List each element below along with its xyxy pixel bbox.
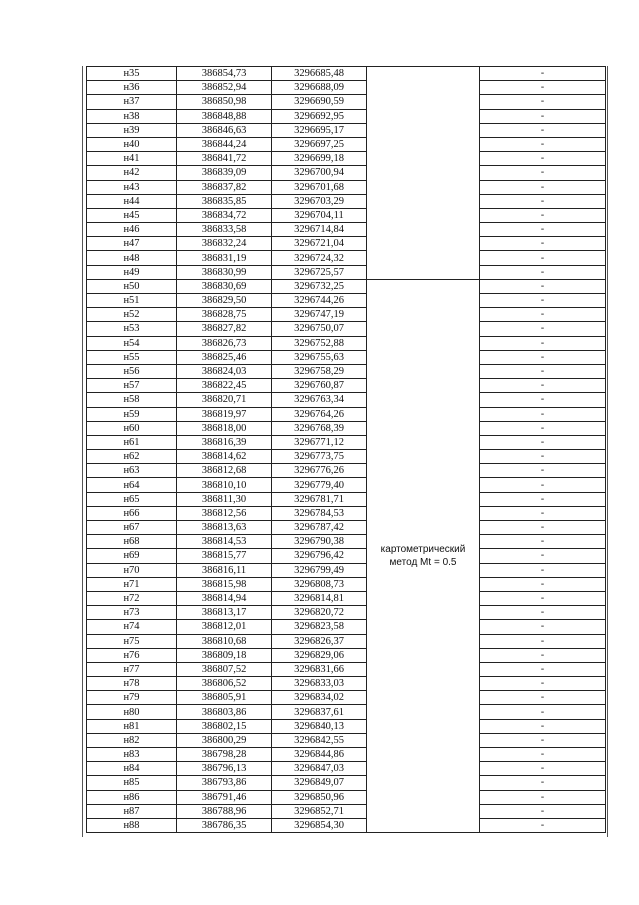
table-row — [87, 521, 606, 535]
x-coordinate-cell: 386844,24 — [177, 137, 272, 151]
x-coordinate-cell: 386828,75 — [177, 308, 272, 322]
y-coordinate-cell: 3296823,58 — [272, 620, 367, 634]
y-coordinate-cell: 3296725,57 — [272, 265, 367, 279]
x-coordinate-cell: 386824,03 — [177, 364, 272, 378]
table-row — [87, 577, 606, 591]
point-name-cell: н51 — [87, 294, 177, 308]
point-name-cell: н86 — [87, 790, 177, 804]
x-coordinate-cell: 386816,11 — [177, 563, 272, 577]
coordinates-table-container — [86, 66, 605, 833]
table-row — [87, 662, 606, 676]
point-name-cell: н64 — [87, 478, 177, 492]
x-coordinate-cell: 386815,77 — [177, 549, 272, 563]
y-coordinate-cell: 3296744,26 — [272, 294, 367, 308]
table-row — [87, 322, 606, 336]
table-row — [87, 762, 606, 776]
point-name-cell: н39 — [87, 123, 177, 137]
y-coordinate-cell: 3296852,71 — [272, 804, 367, 818]
y-coordinate-cell: 3296703,29 — [272, 194, 367, 208]
accuracy-cell: - — [480, 308, 606, 322]
x-coordinate-cell: 386800,29 — [177, 733, 272, 747]
point-name-cell: н68 — [87, 535, 177, 549]
y-coordinate-cell: 3296760,87 — [272, 379, 367, 393]
accuracy-cell: - — [480, 294, 606, 308]
point-name-cell: н81 — [87, 719, 177, 733]
point-name-cell: н82 — [87, 733, 177, 747]
x-coordinate-cell: 386798,28 — [177, 748, 272, 762]
point-name-cell: н36 — [87, 81, 177, 95]
table-row — [87, 208, 606, 222]
table-row — [87, 506, 606, 520]
y-coordinate-cell: 3296752,88 — [272, 336, 367, 350]
x-coordinate-cell: 386839,09 — [177, 166, 272, 180]
accuracy-cell: - — [480, 804, 606, 818]
x-coordinate-cell: 386803,86 — [177, 705, 272, 719]
y-coordinate-cell: 3296840,13 — [272, 719, 367, 733]
x-coordinate-cell: 386852,94 — [177, 81, 272, 95]
y-coordinate-cell: 3296755,63 — [272, 350, 367, 364]
accuracy-cell: - — [480, 81, 606, 95]
x-coordinate-cell: 386818,00 — [177, 421, 272, 435]
x-coordinate-cell: 386791,46 — [177, 790, 272, 804]
accuracy-cell: - — [480, 123, 606, 137]
point-name-cell: н72 — [87, 591, 177, 605]
x-coordinate-cell: 386814,62 — [177, 450, 272, 464]
table-row — [87, 152, 606, 166]
x-coordinate-cell: 386829,50 — [177, 294, 272, 308]
x-coordinate-cell: 386850,98 — [177, 95, 272, 109]
coordinates-table-body — [87, 67, 606, 833]
accuracy-cell: - — [480, 67, 606, 81]
point-name-cell: н83 — [87, 748, 177, 762]
y-coordinate-cell: 3296799,49 — [272, 563, 367, 577]
accuracy-cell: - — [480, 407, 606, 421]
point-name-cell: н74 — [87, 620, 177, 634]
point-name-cell: н35 — [87, 67, 177, 81]
x-coordinate-cell: 386833,58 — [177, 223, 272, 237]
table-row — [87, 67, 606, 81]
point-name-cell: н57 — [87, 379, 177, 393]
accuracy-cell: - — [480, 152, 606, 166]
page-left-rule — [82, 66, 83, 837]
y-coordinate-cell: 3296826,37 — [272, 634, 367, 648]
accuracy-cell: - — [480, 648, 606, 662]
point-name-cell: н77 — [87, 662, 177, 676]
x-coordinate-cell: 386788,96 — [177, 804, 272, 818]
point-name-cell: н56 — [87, 364, 177, 378]
y-coordinate-cell: 3296781,71 — [272, 492, 367, 506]
x-coordinate-cell: 386814,53 — [177, 535, 272, 549]
y-coordinate-cell: 3296699,18 — [272, 152, 367, 166]
x-coordinate-cell: 386854,73 — [177, 67, 272, 81]
y-coordinate-cell: 3296850,96 — [272, 790, 367, 804]
x-coordinate-cell: 386834,72 — [177, 208, 272, 222]
table-row — [87, 450, 606, 464]
table-row — [87, 379, 606, 393]
accuracy-cell: - — [480, 677, 606, 691]
point-name-cell: н65 — [87, 492, 177, 506]
y-coordinate-cell: 3296758,29 — [272, 364, 367, 378]
point-name-cell: н53 — [87, 322, 177, 336]
x-coordinate-cell: 386819,97 — [177, 407, 272, 421]
y-coordinate-cell: 3296732,25 — [272, 279, 367, 293]
table-row — [87, 818, 606, 832]
point-name-cell: н60 — [87, 421, 177, 435]
point-name-cell: н43 — [87, 180, 177, 194]
table-row — [87, 364, 606, 378]
point-name-cell: н84 — [87, 762, 177, 776]
accuracy-cell: - — [480, 549, 606, 563]
point-name-cell: н61 — [87, 435, 177, 449]
table-row — [87, 648, 606, 662]
accuracy-cell: - — [480, 563, 606, 577]
y-coordinate-cell: 3296763,34 — [272, 393, 367, 407]
point-name-cell: н87 — [87, 804, 177, 818]
table-row — [87, 748, 606, 762]
accuracy-cell: - — [480, 336, 606, 350]
table-row — [87, 194, 606, 208]
accuracy-cell: - — [480, 364, 606, 378]
y-coordinate-cell: 3296768,39 — [272, 421, 367, 435]
table-row — [87, 435, 606, 449]
table-row — [87, 478, 606, 492]
x-coordinate-cell: 386816,39 — [177, 435, 272, 449]
accuracy-cell: - — [480, 577, 606, 591]
point-name-cell: н58 — [87, 393, 177, 407]
y-coordinate-cell: 3296854,30 — [272, 818, 367, 832]
point-name-cell: н67 — [87, 521, 177, 535]
accuracy-cell: - — [480, 521, 606, 535]
point-name-cell: н66 — [87, 506, 177, 520]
y-coordinate-cell: 3296690,59 — [272, 95, 367, 109]
table-row — [87, 591, 606, 605]
table-row — [87, 549, 606, 563]
accuracy-cell: - — [480, 719, 606, 733]
point-name-cell: н73 — [87, 606, 177, 620]
accuracy-cell: - — [480, 662, 606, 676]
method-cell: картометрический метод Mt = 0.5 — [367, 279, 480, 832]
x-coordinate-cell: 386810,68 — [177, 634, 272, 648]
point-name-cell: н80 — [87, 705, 177, 719]
point-name-cell: н79 — [87, 691, 177, 705]
table-row — [87, 223, 606, 237]
y-coordinate-cell: 3296721,04 — [272, 237, 367, 251]
y-coordinate-cell: 3296773,75 — [272, 450, 367, 464]
accuracy-cell: - — [480, 279, 606, 293]
x-coordinate-cell: 386830,99 — [177, 265, 272, 279]
accuracy-cell: - — [480, 137, 606, 151]
accuracy-cell: - — [480, 506, 606, 520]
point-name-cell: н46 — [87, 223, 177, 237]
table-row — [87, 733, 606, 747]
accuracy-cell: - — [480, 237, 606, 251]
point-name-cell: н41 — [87, 152, 177, 166]
table-row — [87, 563, 606, 577]
table-row — [87, 265, 606, 279]
point-name-cell: н40 — [87, 137, 177, 151]
x-coordinate-cell: 386832,24 — [177, 237, 272, 251]
x-coordinate-cell: 386831,19 — [177, 251, 272, 265]
accuracy-cell: - — [480, 606, 606, 620]
x-coordinate-cell: 386796,13 — [177, 762, 272, 776]
point-name-cell: н59 — [87, 407, 177, 421]
table-row — [87, 350, 606, 364]
accuracy-cell: - — [480, 691, 606, 705]
point-name-cell: н69 — [87, 549, 177, 563]
x-coordinate-cell: 386815,98 — [177, 577, 272, 591]
point-name-cell: н70 — [87, 563, 177, 577]
x-coordinate-cell: 386812,01 — [177, 620, 272, 634]
table-row — [87, 95, 606, 109]
table-row — [87, 123, 606, 137]
y-coordinate-cell: 3296692,95 — [272, 109, 367, 123]
y-coordinate-cell: 3296701,68 — [272, 180, 367, 194]
x-coordinate-cell: 386805,91 — [177, 691, 272, 705]
table-row — [87, 606, 606, 620]
table-row — [87, 336, 606, 350]
table-row — [87, 294, 606, 308]
x-coordinate-cell: 386822,45 — [177, 379, 272, 393]
point-name-cell: н38 — [87, 109, 177, 123]
accuracy-cell: - — [480, 194, 606, 208]
y-coordinate-cell: 3296834,02 — [272, 691, 367, 705]
table-row — [87, 251, 606, 265]
y-coordinate-cell: 3296844,86 — [272, 748, 367, 762]
y-coordinate-cell: 3296779,40 — [272, 478, 367, 492]
accuracy-cell: - — [480, 379, 606, 393]
accuracy-cell: - — [480, 421, 606, 435]
point-name-cell: н85 — [87, 776, 177, 790]
x-coordinate-cell: 386807,52 — [177, 662, 272, 676]
x-coordinate-cell: 386820,71 — [177, 393, 272, 407]
point-name-cell: н48 — [87, 251, 177, 265]
table-row — [87, 677, 606, 691]
y-coordinate-cell: 3296796,42 — [272, 549, 367, 563]
x-coordinate-cell: 386793,86 — [177, 776, 272, 790]
y-coordinate-cell: 3296688,09 — [272, 81, 367, 95]
accuracy-cell: - — [480, 95, 606, 109]
point-name-cell: н50 — [87, 279, 177, 293]
x-coordinate-cell: 386813,17 — [177, 606, 272, 620]
accuracy-cell: - — [480, 705, 606, 719]
y-coordinate-cell: 3296831,66 — [272, 662, 367, 676]
point-name-cell: н37 — [87, 95, 177, 109]
accuracy-cell: - — [480, 748, 606, 762]
table-row — [87, 237, 606, 251]
accuracy-cell: - — [480, 492, 606, 506]
page-right-rule — [607, 66, 608, 837]
table-row — [87, 407, 606, 421]
table-row — [87, 109, 606, 123]
point-name-cell: н71 — [87, 577, 177, 591]
table-row — [87, 691, 606, 705]
table-row — [87, 166, 606, 180]
accuracy-cell: - — [480, 818, 606, 832]
coordinates-table — [86, 66, 606, 833]
y-coordinate-cell: 3296714,84 — [272, 223, 367, 237]
y-coordinate-cell: 3296808,73 — [272, 577, 367, 591]
accuracy-cell: - — [480, 350, 606, 364]
x-coordinate-cell: 386812,68 — [177, 464, 272, 478]
x-coordinate-cell: 386810,10 — [177, 478, 272, 492]
accuracy-cell: - — [480, 109, 606, 123]
x-coordinate-cell: 386802,15 — [177, 719, 272, 733]
table-row — [87, 81, 606, 95]
point-name-cell: н54 — [87, 336, 177, 350]
accuracy-cell: - — [480, 435, 606, 449]
x-coordinate-cell: 386841,72 — [177, 152, 272, 166]
table-row — [87, 137, 606, 151]
accuracy-cell: - — [480, 733, 606, 747]
point-name-cell: н76 — [87, 648, 177, 662]
point-name-cell: н52 — [87, 308, 177, 322]
y-coordinate-cell: 3296750,07 — [272, 322, 367, 336]
table-row — [87, 804, 606, 818]
y-coordinate-cell: 3296695,17 — [272, 123, 367, 137]
x-coordinate-cell: 386814,94 — [177, 591, 272, 605]
y-coordinate-cell: 3296724,32 — [272, 251, 367, 265]
table-row — [87, 308, 606, 322]
y-coordinate-cell: 3296704,11 — [272, 208, 367, 222]
y-coordinate-cell: 3296776,26 — [272, 464, 367, 478]
accuracy-cell: - — [480, 393, 606, 407]
y-coordinate-cell: 3296764,26 — [272, 407, 367, 421]
accuracy-cell: - — [480, 634, 606, 648]
point-name-cell: н42 — [87, 166, 177, 180]
accuracy-cell: - — [480, 478, 606, 492]
accuracy-cell: - — [480, 223, 606, 237]
y-coordinate-cell: 3296685,48 — [272, 67, 367, 81]
y-coordinate-cell: 3296820,72 — [272, 606, 367, 620]
x-coordinate-cell: 386806,52 — [177, 677, 272, 691]
table-row — [87, 279, 606, 293]
y-coordinate-cell: 3296700,94 — [272, 166, 367, 180]
y-coordinate-cell: 3296747,19 — [272, 308, 367, 322]
y-coordinate-cell: 3296697,25 — [272, 137, 367, 151]
method-cell-empty — [367, 67, 480, 280]
point-name-cell: н55 — [87, 350, 177, 364]
table-row — [87, 634, 606, 648]
y-coordinate-cell: 3296842,55 — [272, 733, 367, 747]
y-coordinate-cell: 3296784,53 — [272, 506, 367, 520]
accuracy-cell: - — [480, 762, 606, 776]
table-row — [87, 620, 606, 634]
y-coordinate-cell: 3296849,07 — [272, 776, 367, 790]
x-coordinate-cell: 386825,46 — [177, 350, 272, 364]
table-row — [87, 790, 606, 804]
y-coordinate-cell: 3296814,81 — [272, 591, 367, 605]
x-coordinate-cell: 386846,63 — [177, 123, 272, 137]
accuracy-cell: - — [480, 450, 606, 464]
x-coordinate-cell: 386786,35 — [177, 818, 272, 832]
x-coordinate-cell: 386813,63 — [177, 521, 272, 535]
point-name-cell: н47 — [87, 237, 177, 251]
accuracy-cell: - — [480, 265, 606, 279]
x-coordinate-cell: 386848,88 — [177, 109, 272, 123]
table-row — [87, 464, 606, 478]
table-row — [87, 393, 606, 407]
table-row — [87, 705, 606, 719]
accuracy-cell: - — [480, 464, 606, 478]
x-coordinate-cell: 386830,69 — [177, 279, 272, 293]
accuracy-cell: - — [480, 776, 606, 790]
x-coordinate-cell: 386809,18 — [177, 648, 272, 662]
table-row — [87, 776, 606, 790]
point-name-cell: н88 — [87, 818, 177, 832]
x-coordinate-cell: 386835,85 — [177, 194, 272, 208]
accuracy-cell: - — [480, 322, 606, 336]
x-coordinate-cell: 386811,30 — [177, 492, 272, 506]
accuracy-cell: - — [480, 591, 606, 605]
accuracy-cell: - — [480, 251, 606, 265]
accuracy-cell: - — [480, 208, 606, 222]
accuracy-cell: - — [480, 535, 606, 549]
table-row — [87, 492, 606, 506]
y-coordinate-cell: 3296833,03 — [272, 677, 367, 691]
y-coordinate-cell: 3296829,06 — [272, 648, 367, 662]
point-name-cell: н63 — [87, 464, 177, 478]
point-name-cell: н45 — [87, 208, 177, 222]
y-coordinate-cell: 3296847,03 — [272, 762, 367, 776]
y-coordinate-cell: 3296837,61 — [272, 705, 367, 719]
x-coordinate-cell: 386826,73 — [177, 336, 272, 350]
y-coordinate-cell: 3296790,38 — [272, 535, 367, 549]
accuracy-cell: - — [480, 180, 606, 194]
x-coordinate-cell: 386812,56 — [177, 506, 272, 520]
point-name-cell: н44 — [87, 194, 177, 208]
table-row — [87, 180, 606, 194]
x-coordinate-cell: 386837,82 — [177, 180, 272, 194]
point-name-cell: н78 — [87, 677, 177, 691]
table-row — [87, 421, 606, 435]
point-name-cell: н49 — [87, 265, 177, 279]
y-coordinate-cell: 3296787,42 — [272, 521, 367, 535]
table-row — [87, 719, 606, 733]
point-name-cell: н62 — [87, 450, 177, 464]
accuracy-cell: - — [480, 620, 606, 634]
accuracy-cell: - — [480, 166, 606, 180]
y-coordinate-cell: 3296771,12 — [272, 435, 367, 449]
table-row — [87, 535, 606, 549]
x-coordinate-cell: 386827,82 — [177, 322, 272, 336]
accuracy-cell: - — [480, 790, 606, 804]
point-name-cell: н75 — [87, 634, 177, 648]
